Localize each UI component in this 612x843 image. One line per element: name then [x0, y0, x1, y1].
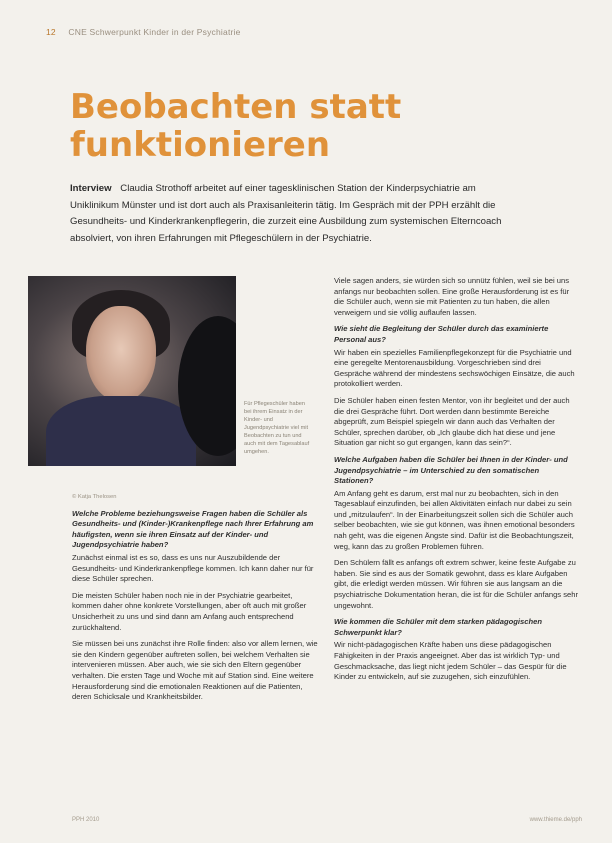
footer-url: www.thieme.de/pph	[529, 817, 582, 823]
question-1: Welche Probleme beziehungsweise Fragen haben die Schüler als Gesundheits- und (Kinder-)Krankenpflege nach Ihrer Erfahrung am häufigsten, wenn sie ihren Einsatz auf der Kinder- und Jugendpsychiatrie haben?	[72, 508, 314, 550]
answer-1-paragraph-1: Zunächst einmal ist es so, dass es uns nur Auszubildende der Gesundheits- und Kinderkrankenpflege kommen. Ich kann daher nur für diese Schüler sprechen.	[72, 552, 314, 584]
portrait-photo	[28, 276, 236, 466]
answer-1-continued: Viele sagen anders, sie würden sich so unnütz fühlen, weil sie bei uns anfangs nur beobachten sollen. Eine große Herausforderung ist es für die Schüler auch, wenn sie mit Patienten zu tun haben, die allen verweigern und sie völlig auflaufen lassen.	[334, 276, 570, 317]
photo-caption: Für Pflegeschüler haben bei ihrem Einsatz in der Kinder- und Jugendpsychiatrie viel mit Beobachten zu tun und auch mit dem Tagesablauf umgehen.	[244, 401, 310, 455]
footer-journal: PPH 2010	[72, 817, 100, 823]
page-number: 12	[46, 27, 56, 37]
answer-3-paragraph-2: Den Schülern fällt es anfangs oft extrem schwer, keine feste Aufgabe zu haben. Sie sind es aus der Somatik gewohnt, dass es klare Aufgaben gibt, die erledigt werden müssen. Wir führen sie aus langsam an die psychiatrische Dokumentation heran, die ist für die Schüler anfangs sehr ungewohnt.	[334, 558, 578, 610]
article-title	[70, 88, 401, 164]
answer-1-paragraph-3: Sie müssen bei uns zunächst ihre Rolle finden: also vor allem lernen, wie sie den Kindern gegenüber auftreten sollen, bei welchem Verhalten sie intervenieren müssen. Aber auch, wie sie sich den Eltern gegenüber verhalten. Die ersten Tage und Woche mit auf Station sind. Eine weitere Herausforderung sind die emotionalen Reaktionen auf die Patienten, deren Schicksale und Krankheitsbilder.	[72, 639, 318, 702]
article-intro	[70, 181, 510, 247]
answer-4-paragraph-1: Wir nicht-pädagogischen Kräfte haben uns diese pädagogischen Fähigkeiten in der Praxis angeeignet. Aber das ist wirklich Typ- und Geschmacksache, das liegt nicht jedem Schüler – das Gespür für die Kinder zu entwickeln, auf sie zuzugehen, sich einzufühlen.	[334, 640, 567, 682]
intro-kicker: Interview	[70, 183, 112, 194]
section-label: CNE Schwerpunkt Kinder in der Psychiatrie	[68, 27, 241, 37]
photo-face	[86, 306, 156, 402]
left-column	[72, 492, 318, 709]
title-line-2: funktionieren	[70, 125, 331, 165]
photo-credit: © Katja Thelosen	[72, 494, 117, 500]
photo-body	[46, 396, 196, 466]
running-head	[46, 27, 241, 37]
title-line-1: Beobachten statt	[70, 87, 402, 127]
question-4: Wie kommen die Schüler mit dem starken pädagogischen Schwerpunkt klar?	[334, 617, 542, 637]
answer-2-paragraph-1: Wir haben ein spezielles Familienpflegekonzept für die Psychiatrie und eine geregelte Mentorenausbildung. Vorgeschrieben sind drei Gespräche während der mindestens sechswöchigen Einsätze, die auch protokolliert werden.	[334, 347, 575, 389]
answer-2-paragraph-2: Die Schüler haben einen festen Mentor, von ihr begleitet und der auch die drei Gespräche führt. Dort werden dann bestimmte Bereiche abgeprüft, zum Beispiel spiegeln wir dann auch das Verhalten der Schüler, sprechen darüber, ob „Ich glaube dich hat diese und jene Situation gar nicht so gut ergangen, kann das sein?“.	[334, 395, 570, 448]
intro-text: Claudia Strothoff arbeitet auf einer tagesklinischen Station der Kinderpsychiatrie am Uniklinikum Münster und ist dort auch als Praxisanleiterin tätig. Im Gespräch mit der PPH erzählt die Gesundheits- und Kinderkrankenpflegerin, die zurzeit eine Ausbildung zum systemischen Elterncoach absolviert, von ihren Erfahrungen mit Pflegeschülern in der Psychiatrie.	[70, 183, 502, 244]
question-3: Welche Aufgaben haben die Schüler bei Ihnen in der Kinder- und Jugendpsychiatrie – im Unterschied zu den somatischen Stationen?	[334, 454, 568, 486]
answer-3-paragraph-1: Am Anfang geht es darum, erst mal nur zu beobachten, sich in den Tagesablauf einzufinden, bei allen Aktivitäten einfach nur dabei zu sein und „mitzulaufen“. In der Einarbeitungszeit sollen sich die Schüler auch selber beobachten, wie sie gut können, was ihnen emotional besonders nah geht, was die eigenen Ängste sind. Dafür ist die Beobachtungszeit, weg, kann das zu großen Problemen führen.	[334, 488, 575, 551]
answer-1-paragraph-2: Die meisten Schüler haben noch nie in der Psychiatrie gearbeitet, kommen daher ohne konkrete Vorstellungen, aber oft auch mit großer Unsicherheit zu uns und sind dann am Anfang auch entsprechend zurückhaltend.	[72, 590, 307, 632]
right-column	[334, 276, 580, 689]
question-2: Wie sieht die Begleitung der Schüler durch das examinierte Personal aus?	[334, 324, 549, 344]
